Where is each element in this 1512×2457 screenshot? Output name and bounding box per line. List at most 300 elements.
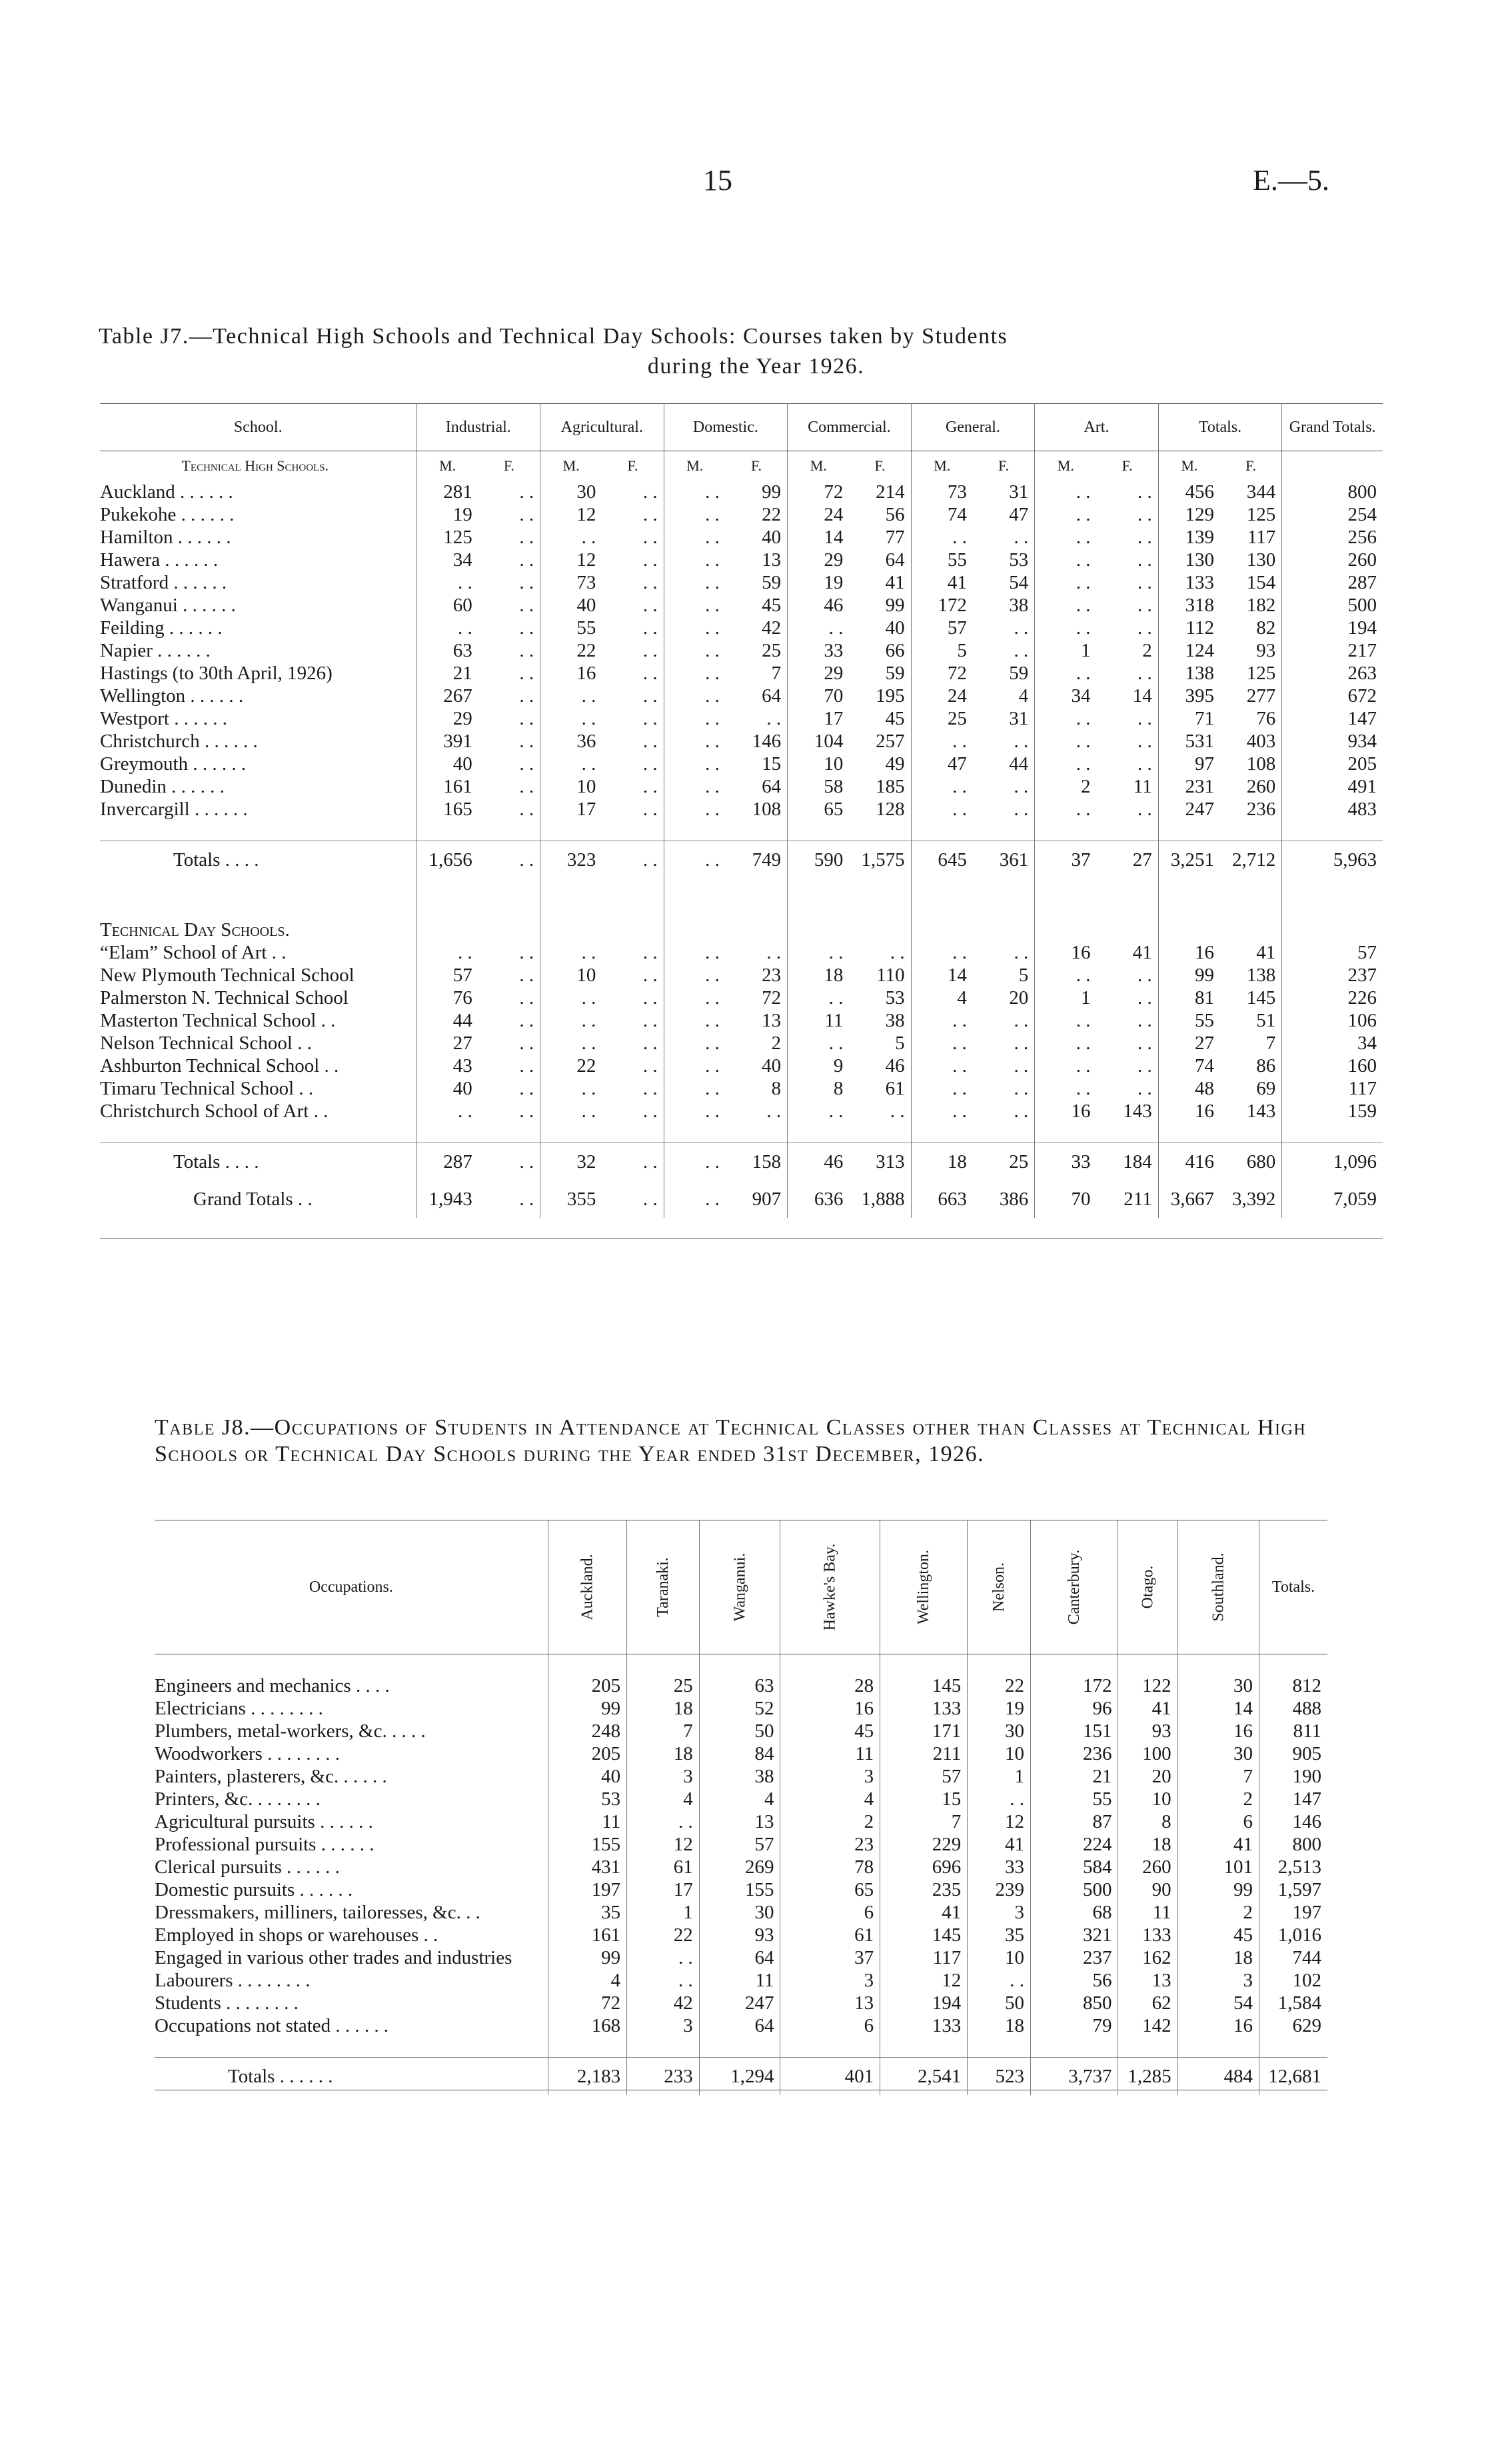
table-cell: . .: [726, 707, 788, 730]
spacer-cell: [973, 1123, 1035, 1143]
table-cell: 56: [849, 503, 911, 526]
table-cell: 73: [947, 481, 967, 503]
table-cell: . .: [1076, 799, 1091, 820]
table-cell: 4: [548, 1969, 626, 1992]
table-cell: 1: [1080, 987, 1091, 1009]
table-cell: 287: [416, 1143, 478, 1181]
table-cell: 401: [780, 2058, 880, 2096]
table-cell: 256: [1347, 527, 1377, 548]
table-cell: 40: [548, 1765, 626, 1788]
row-label: Timaru Technical School . .: [100, 1077, 416, 1100]
table-cell: . .: [478, 685, 540, 707]
table-cell: . .: [705, 1010, 720, 1031]
table-cell: . .: [602, 730, 664, 753]
sex-label: F.: [726, 451, 788, 481]
spacer-cell: [1259, 2037, 1327, 2058]
table-cell: 8: [726, 1077, 788, 1100]
table-cell: . .: [581, 1078, 596, 1099]
table-cell: 146: [726, 730, 788, 753]
table-cell: 205: [548, 1674, 626, 1697]
table-cell: 260: [1118, 1856, 1177, 1878]
table-cell: 5: [957, 640, 967, 661]
table-row: [100, 685, 1383, 707]
table-cell: 102: [1292, 1970, 1321, 1991]
table-cell: 133: [880, 2014, 968, 2037]
table-cell: . .: [1096, 707, 1158, 730]
table-cell: . .: [952, 731, 967, 752]
col-header-taranaki: Taranaki.: [627, 1520, 700, 1654]
table-cell: 403: [1220, 730, 1282, 753]
table-cell: 3,667: [1170, 1189, 1214, 1210]
table-cell: . .: [952, 1055, 967, 1077]
table-cell: 663: [938, 1189, 967, 1210]
table-cell: . .: [602, 1181, 664, 1218]
section-total-row: [100, 841, 1383, 879]
col-header-grand-totals: Grand Totals.: [1282, 404, 1383, 451]
table-cell: . .: [1096, 481, 1158, 503]
table-cell: . .: [705, 549, 720, 571]
spacer-cell: [664, 919, 726, 941]
spacer-cell: [880, 2037, 968, 2058]
table-cell: 63: [452, 640, 472, 661]
table-cell: 25: [947, 708, 967, 729]
row-label: Hamilton . . . . . .: [100, 526, 416, 549]
table-cell: 16: [1194, 942, 1214, 963]
table-cell: 7: [726, 662, 788, 685]
table-cell: . .: [705, 481, 720, 503]
table-cell: . .: [627, 1946, 700, 1969]
table-cell: 171: [880, 1720, 968, 1742]
row-label: Professional pursuits . . . . . .: [155, 1833, 548, 1856]
spacer-cell: [1096, 879, 1158, 899]
table-cell: . .: [478, 1032, 540, 1055]
table-cell: 37: [1035, 841, 1097, 879]
table-row: [155, 1765, 1327, 1788]
table-cell: . .: [1096, 594, 1158, 617]
table-cell: 30: [1177, 1674, 1259, 1697]
sex-label: F.: [602, 451, 664, 481]
table-cell: 50: [699, 1720, 780, 1742]
table-cell: 16: [1071, 942, 1091, 963]
table-cell: 71: [1194, 708, 1214, 729]
table-cell: . .: [726, 1100, 788, 1123]
table-cell: 531: [1185, 731, 1214, 752]
table-row: [100, 941, 1383, 964]
table-cell: . .: [705, 1189, 720, 1210]
table-cell: 172: [938, 595, 967, 616]
spacer-row: [100, 879, 1383, 899]
spacer-cell: [664, 899, 726, 919]
table-cell: . .: [973, 1055, 1035, 1077]
table-cell: . .: [1076, 1010, 1091, 1031]
table-cell: 20: [1118, 1765, 1177, 1788]
table-cell: . .: [581, 1101, 596, 1122]
table-cell: 125: [1220, 662, 1282, 685]
table-cell: 696: [880, 1856, 968, 1878]
table-cell: 99: [1194, 965, 1214, 986]
table-cell: 15: [880, 1788, 968, 1810]
sex-label-blank: [1282, 451, 1383, 481]
table-cell: . .: [602, 639, 664, 662]
table-cell: 1,016: [1277, 1924, 1321, 1946]
table-cell: 4: [973, 685, 1035, 707]
table-cell: 158: [726, 1143, 788, 1181]
spacer-cell: [849, 821, 911, 841]
table-cell: 645: [911, 841, 973, 879]
table-cell: . .: [1096, 1077, 1158, 1100]
table-cell: 65: [780, 1878, 880, 1901]
table-cell: 155: [699, 1878, 780, 1901]
table-cell: 82: [1220, 617, 1282, 639]
table-cell: . .: [705, 965, 720, 986]
table-cell: 18: [1177, 1946, 1259, 1969]
table-row: [155, 1742, 1327, 1765]
table-cell: 29: [824, 549, 844, 571]
col-header-art: Art.: [1035, 404, 1159, 451]
row-label: Greymouth . . . . . .: [100, 753, 416, 775]
table-cell: 65: [824, 799, 844, 820]
table-cell: . .: [478, 1143, 540, 1181]
table-cell: 2,712: [1220, 841, 1282, 879]
table-cell: . .: [973, 617, 1035, 639]
table-cell: 18: [824, 965, 844, 986]
table-cell: 90: [1118, 1878, 1177, 1901]
table-row: [100, 1055, 1383, 1077]
row-label: New Plymouth Technical School: [100, 964, 416, 987]
table-cell: 72: [726, 987, 788, 1009]
table-cell: 3: [627, 2014, 700, 2037]
table-cell: 182: [1220, 594, 1282, 617]
table-cell: 76: [1220, 707, 1282, 730]
table-cell: . .: [581, 987, 596, 1009]
section-total-row: [100, 1143, 1383, 1181]
row-label: Napier . . . . . .: [100, 639, 416, 662]
row-label: Auckland . . . . . .: [100, 481, 416, 503]
table-cell: 488: [1292, 1698, 1321, 1719]
table-cell: . .: [705, 1055, 720, 1077]
spacer-cell: [155, 1654, 548, 1675]
spacer-cell: [1031, 2037, 1118, 2058]
table-cell: 395: [1185, 685, 1214, 707]
spacer-cell: [788, 919, 850, 941]
table-cell: . .: [705, 942, 720, 963]
spacer-cell: [1096, 1123, 1158, 1143]
col-header-wellington: Wellington.: [880, 1520, 968, 1654]
table-cell: 10: [968, 1946, 1031, 1969]
table-cell: 287: [1347, 572, 1377, 593]
table-cell: . .: [1096, 526, 1158, 549]
table-cell: . .: [602, 1055, 664, 1077]
table-cell: 31: [973, 481, 1035, 503]
table-cell: 100: [1118, 1742, 1177, 1765]
table-cell: 45: [849, 707, 911, 730]
col-header-hawkes-bay: Hawke's Bay.: [780, 1520, 880, 1654]
table-cell: . .: [602, 594, 664, 617]
row-label: Students . . . . . . . .: [155, 1992, 548, 2014]
table-cell: . .: [705, 595, 720, 616]
table-cell: 79: [1031, 2014, 1118, 2037]
table-cell: 38: [973, 594, 1035, 617]
table-cell: 184: [1096, 1143, 1158, 1181]
table-cell: 229: [880, 1833, 968, 1856]
sex-label: F.: [973, 451, 1035, 481]
table-cell: . .: [1076, 965, 1091, 986]
table-row: [155, 1697, 1327, 1720]
table-cell: 1,656: [416, 841, 478, 879]
table-cell: 151: [1031, 1720, 1118, 1742]
table-row: [155, 1720, 1327, 1742]
spacer-cell: [1158, 899, 1220, 919]
table-cell: 2: [1096, 639, 1158, 662]
table-cell: 125: [1220, 503, 1282, 526]
table-cell: 584: [1031, 1856, 1118, 1878]
table-cell: . .: [602, 617, 664, 639]
spacer-cell: [478, 899, 540, 919]
table-cell: 74: [1194, 1055, 1214, 1077]
table-cell: 30: [699, 1901, 780, 1924]
table-cell: 45: [726, 594, 788, 617]
table-cell: . .: [581, 942, 596, 963]
table-cell: 239: [968, 1878, 1031, 1901]
table-cell: 57: [452, 965, 472, 986]
table-row: [155, 2014, 1327, 2037]
table-cell: 3: [780, 1969, 880, 1992]
table-cell: 30: [576, 481, 596, 503]
table-cell: 40: [576, 595, 596, 616]
table-cell: . .: [602, 775, 664, 798]
spacer-cell: [1282, 899, 1383, 919]
table-cell: . .: [705, 987, 720, 1009]
table-cell: . .: [828, 617, 844, 639]
col-header-auckland: Auckland.: [548, 1520, 626, 1654]
spacer-cell: [726, 1123, 788, 1143]
spacer-cell: [1158, 821, 1220, 841]
table-cell: 12: [576, 504, 596, 525]
table-cell: 812: [1292, 1675, 1321, 1696]
table-cell: 108: [1220, 753, 1282, 775]
spacer-cell: [726, 919, 788, 941]
table-row: [100, 775, 1383, 798]
table-cell: 1,888: [849, 1181, 911, 1218]
table-cell: 41: [1096, 941, 1158, 964]
spacer-cell: [1259, 1654, 1327, 1675]
table-cell: 110: [849, 964, 911, 987]
table-row: [155, 1674, 1327, 1697]
table-cell: 197: [548, 1878, 626, 1901]
table-cell: 1: [1080, 640, 1091, 661]
table-cell: . .: [478, 1077, 540, 1100]
table-cell: . .: [478, 730, 540, 753]
table-cell: 25: [726, 639, 788, 662]
spacer-cell: [1282, 821, 1383, 841]
table-cell: 93: [1118, 1720, 1177, 1742]
row-label: Electricians . . . . . . . .: [155, 1697, 548, 1720]
table-cell: 41: [880, 1901, 968, 1924]
table-cell: . .: [602, 941, 664, 964]
spacer-cell: [602, 1123, 664, 1143]
table-cell: . .: [478, 753, 540, 775]
table-cell: . .: [705, 663, 720, 684]
table-cell: 69: [1220, 1077, 1282, 1100]
table-cell: 233: [627, 2058, 700, 2096]
table-cell: 161: [443, 776, 472, 797]
table-cell: 129: [1185, 504, 1214, 525]
table-cell: 7: [627, 1720, 700, 1742]
spacer-cell: [602, 919, 664, 941]
table-cell: 99: [849, 594, 911, 617]
table-cell: . .: [973, 775, 1035, 798]
table-cell: . .: [602, 1032, 664, 1055]
table-cell: 41: [849, 571, 911, 594]
row-label: Wellington . . . . . .: [100, 685, 416, 707]
spacer-cell: [1220, 899, 1282, 919]
table-cell: . .: [478, 1100, 540, 1123]
table-cell: 211: [880, 1742, 968, 1765]
table-cell: 52: [699, 1697, 780, 1720]
table-cell: . .: [973, 1100, 1035, 1123]
spacer-cell: [726, 879, 788, 899]
table-cell: 74: [947, 504, 967, 525]
row-label: Totals . . . .: [100, 1143, 416, 1181]
table-cell: 391: [443, 731, 472, 752]
table-cell: . .: [478, 526, 540, 549]
table-cell: 269: [699, 1856, 780, 1878]
table-row: [100, 987, 1383, 1009]
row-label: “Elam” School of Art . .: [100, 941, 416, 964]
spacer-cell: [540, 899, 602, 919]
table-cell: . .: [705, 776, 720, 797]
table-cell: 211: [1096, 1181, 1158, 1218]
table-cell: 18: [627, 1742, 700, 1765]
table-cell: 55: [947, 549, 967, 571]
table-j7-caption: Table J7.—Technical High Schools and Technical Day Schools: Courses taken by Students: [99, 324, 1008, 349]
table-cell: 907: [726, 1181, 788, 1218]
table-cell: 44: [452, 1010, 472, 1031]
table-cell: 12: [880, 1969, 968, 1992]
table-cell: 56: [1031, 1969, 1118, 1992]
table-cell: 40: [452, 753, 472, 775]
spacer-cell: [1118, 1654, 1177, 1675]
sex-label: M.: [1057, 457, 1074, 474]
table-cell: 7: [1220, 1032, 1282, 1055]
table-cell: . .: [602, 1100, 664, 1123]
table-cell: . .: [478, 987, 540, 1009]
page-number: 15: [703, 164, 732, 197]
table-cell: . .: [1096, 503, 1158, 526]
table-cell: 277: [1220, 685, 1282, 707]
sex-label: M.: [934, 457, 951, 474]
table-row: [155, 1946, 1327, 1969]
table-cell: 260: [1220, 775, 1282, 798]
table-cell: 72: [824, 481, 844, 503]
spacer-cell: [911, 899, 973, 919]
table-cell: . .: [1076, 504, 1091, 525]
spacer-cell: [1035, 919, 1097, 941]
spacer-cell: [1035, 879, 1097, 899]
table-cell: 3: [1177, 1969, 1259, 1992]
spacer-cell: [1220, 919, 1282, 941]
table-cell: 87: [1031, 1810, 1118, 1833]
table-cell: . .: [973, 1032, 1035, 1055]
sex-label: M.: [686, 457, 704, 474]
table-cell: 97: [1194, 753, 1214, 775]
table-cell: 15: [726, 753, 788, 775]
table-cell: 10: [824, 753, 844, 775]
table-cell: 25: [627, 1674, 700, 1697]
table-cell: 45: [1177, 1924, 1259, 1946]
table-cell: 20: [973, 987, 1035, 1009]
table-cell: 3,392: [1220, 1181, 1282, 1218]
table-cell: 64: [726, 685, 788, 707]
table-cell: 22: [576, 1055, 596, 1077]
table-cell: 1,943: [428, 1189, 472, 1210]
table-cell: 45: [780, 1720, 880, 1742]
table-cell: 59: [849, 662, 911, 685]
table-cell: . .: [458, 1101, 472, 1122]
table-cell: 1,597: [1277, 1879, 1321, 1900]
table-cell: 161: [548, 1924, 626, 1946]
table-cell: . .: [828, 1033, 844, 1054]
table-row: [155, 1924, 1327, 1946]
table-cell: 24: [824, 504, 844, 525]
table-cell: 13: [1118, 1969, 1177, 1992]
table-cell: . .: [602, 1077, 664, 1100]
spacer-cell: [478, 1123, 540, 1143]
table-row: [100, 617, 1383, 639]
table-cell: . .: [458, 572, 472, 593]
table-cell: . .: [581, 708, 596, 729]
row-label: Plumbers, metal-workers, &c. . . . .: [155, 1720, 548, 1742]
table-row: [100, 526, 1383, 549]
table-cell: 22: [968, 1674, 1031, 1697]
table-cell: 4: [957, 987, 967, 1009]
table-cell: . .: [828, 1101, 844, 1122]
table-cell: 5: [849, 1032, 911, 1055]
spacer-cell: [880, 1654, 968, 1675]
table-cell: . .: [581, 753, 596, 775]
row-label: Christchurch . . . . . .: [100, 730, 416, 753]
table-cell: 96: [1031, 1697, 1118, 1720]
table-cell: 78: [780, 1856, 880, 1878]
table-cell: . .: [627, 1810, 700, 1833]
spacer-cell: [540, 821, 602, 841]
table-cell: 55: [1194, 1010, 1214, 1031]
table-cell: 195: [849, 685, 911, 707]
table-cell: 31: [973, 707, 1035, 730]
table-row: [155, 1969, 1327, 1992]
table-cell: 194: [880, 1992, 968, 2014]
table-cell: 19: [824, 572, 844, 593]
table-cell: 1: [627, 1901, 700, 1924]
table-cell: . .: [478, 707, 540, 730]
spacer-cell: [788, 899, 850, 919]
table-cell: . .: [602, 753, 664, 775]
table-cell: . .: [1076, 527, 1091, 548]
table-cell: . .: [705, 1101, 720, 1122]
table-cell: 143: [1220, 1100, 1282, 1123]
spacer-cell: [548, 1654, 626, 1675]
table-cell: 155: [548, 1833, 626, 1856]
table-cell: 57: [947, 617, 967, 639]
table-cell: 247: [1185, 799, 1214, 820]
table-cell: . .: [478, 594, 540, 617]
col-header-wanganui: Wanganui.: [699, 1520, 780, 1654]
spacer-cell: [478, 879, 540, 899]
table-cell: . .: [952, 776, 967, 797]
table-j8: [155, 1520, 1327, 2095]
table-cell: . .: [1076, 617, 1091, 639]
table-cell: 41: [968, 1833, 1031, 1856]
